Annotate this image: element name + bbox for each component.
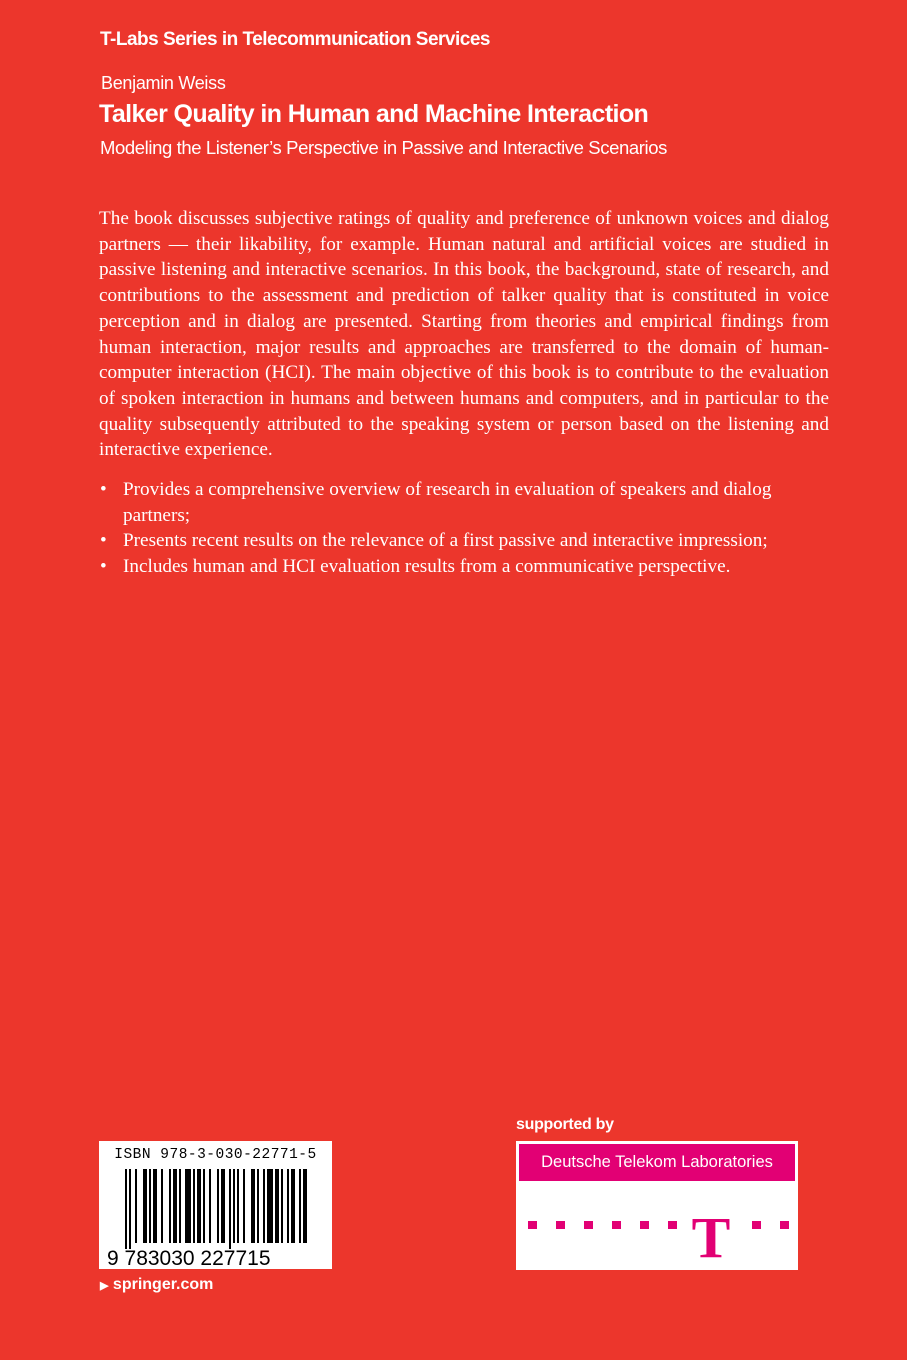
- isbn-digits: 9 783030 227715: [107, 1247, 271, 1269]
- sponsor-logo: [516, 1141, 798, 1270]
- barcode-bar: [209, 1169, 211, 1243]
- bullet-icon: •: [100, 479, 107, 500]
- barcode-bar: [299, 1169, 301, 1243]
- barcode-bar: [263, 1169, 265, 1243]
- list-item: • Provides a comprehensive overview of research in evaluation of speakers and dialog partners;: [100, 479, 772, 526]
- bullet-icon: •: [100, 556, 107, 578]
- list-item: • Includes human and HCI evaluation results from a communicative perspective.: [99, 554, 799, 580]
- barcode-bar: [193, 1169, 195, 1243]
- list-item: • Presents recent results on the relevance of a first passive and interactive impression;: [99, 528, 799, 554]
- barcode-bar: [153, 1169, 157, 1243]
- book-description: The book discusses subjective ratings of quality and preference of unknown voices and dialog partners — their likability, for example. Human natural and artificial voices are studied in passive listening and interactive scenarios. In this book, the background, state of research, and contributions to the assessment and prediction of talker quality that is constituted in voice perception and in dialog are presented. Starting from theories and empirical findings from human interaction, major results and approaches are transferred to the domain of human-computer interaction (HCI). The main objective of this book is to contribute to the evaluation of spoken interaction in humans and between humans and computers, and in particular to the quality subsequently attributed to the speaking system or person based on the listening and interactive experience.: [99, 208, 829, 461]
- isbn-barcode-box: [99, 1141, 332, 1269]
- series-title: T-Labs Series in Telecommunication Services: [100, 29, 490, 50]
- barcode-bar: [275, 1169, 279, 1243]
- barcode-bar: [173, 1169, 177, 1243]
- barcode-bar: [229, 1169, 231, 1249]
- supported-by-label: supported by: [516, 1116, 614, 1133]
- barcode-bar: [197, 1169, 201, 1243]
- barcode-bar: [251, 1169, 255, 1243]
- barcode-bar: [149, 1169, 151, 1243]
- barcode-bar: [185, 1169, 191, 1243]
- barcode-bar: [179, 1169, 181, 1243]
- author-name: Benjamin Weiss: [101, 73, 226, 93]
- barcode-bar: [161, 1169, 163, 1243]
- barcode-bar: [287, 1169, 289, 1243]
- barcode-bar: [125, 1169, 127, 1249]
- barcode-bar: [203, 1169, 205, 1243]
- feature-list: [99, 477, 799, 580]
- barcode-icon: [99, 1141, 332, 1269]
- barcode-bar: [129, 1169, 131, 1249]
- barcode-bar: [303, 1169, 307, 1243]
- barcode-bar: [281, 1169, 283, 1243]
- arrow-right-icon: ▶: [100, 1280, 109, 1292]
- book-subtitle: Modeling the Listener’s Perspective in Passive and Interactive Scenarios: [100, 137, 667, 158]
- springer-link[interactable]: ▶ springer.com: [100, 1276, 214, 1293]
- barcode-bar: [243, 1169, 245, 1243]
- barcode-bar: [233, 1169, 235, 1243]
- barcode-bar: [135, 1169, 137, 1243]
- barcode-bar: [257, 1169, 259, 1243]
- barcode-bar: [217, 1169, 219, 1243]
- bullet-icon: •: [100, 530, 107, 552]
- barcode-bar: [237, 1169, 239, 1243]
- book-title: Talker Quality in Human and Machine Interaction: [99, 100, 649, 128]
- barcode-bar: [169, 1169, 171, 1243]
- barcode-bar: [267, 1169, 273, 1243]
- barcode-bar: [291, 1169, 295, 1243]
- barcode-bar: [221, 1169, 225, 1243]
- sponsor-name: Deutsche Telekom Laboratories: [519, 1144, 795, 1181]
- isbn-label: ISBN 978-3-030-22771-5: [114, 1147, 317, 1163]
- telekom-t-icon: [516, 1181, 798, 1270]
- telekom-t-letter: T: [691, 1205, 731, 1270]
- barcode-bar: [143, 1169, 147, 1243]
